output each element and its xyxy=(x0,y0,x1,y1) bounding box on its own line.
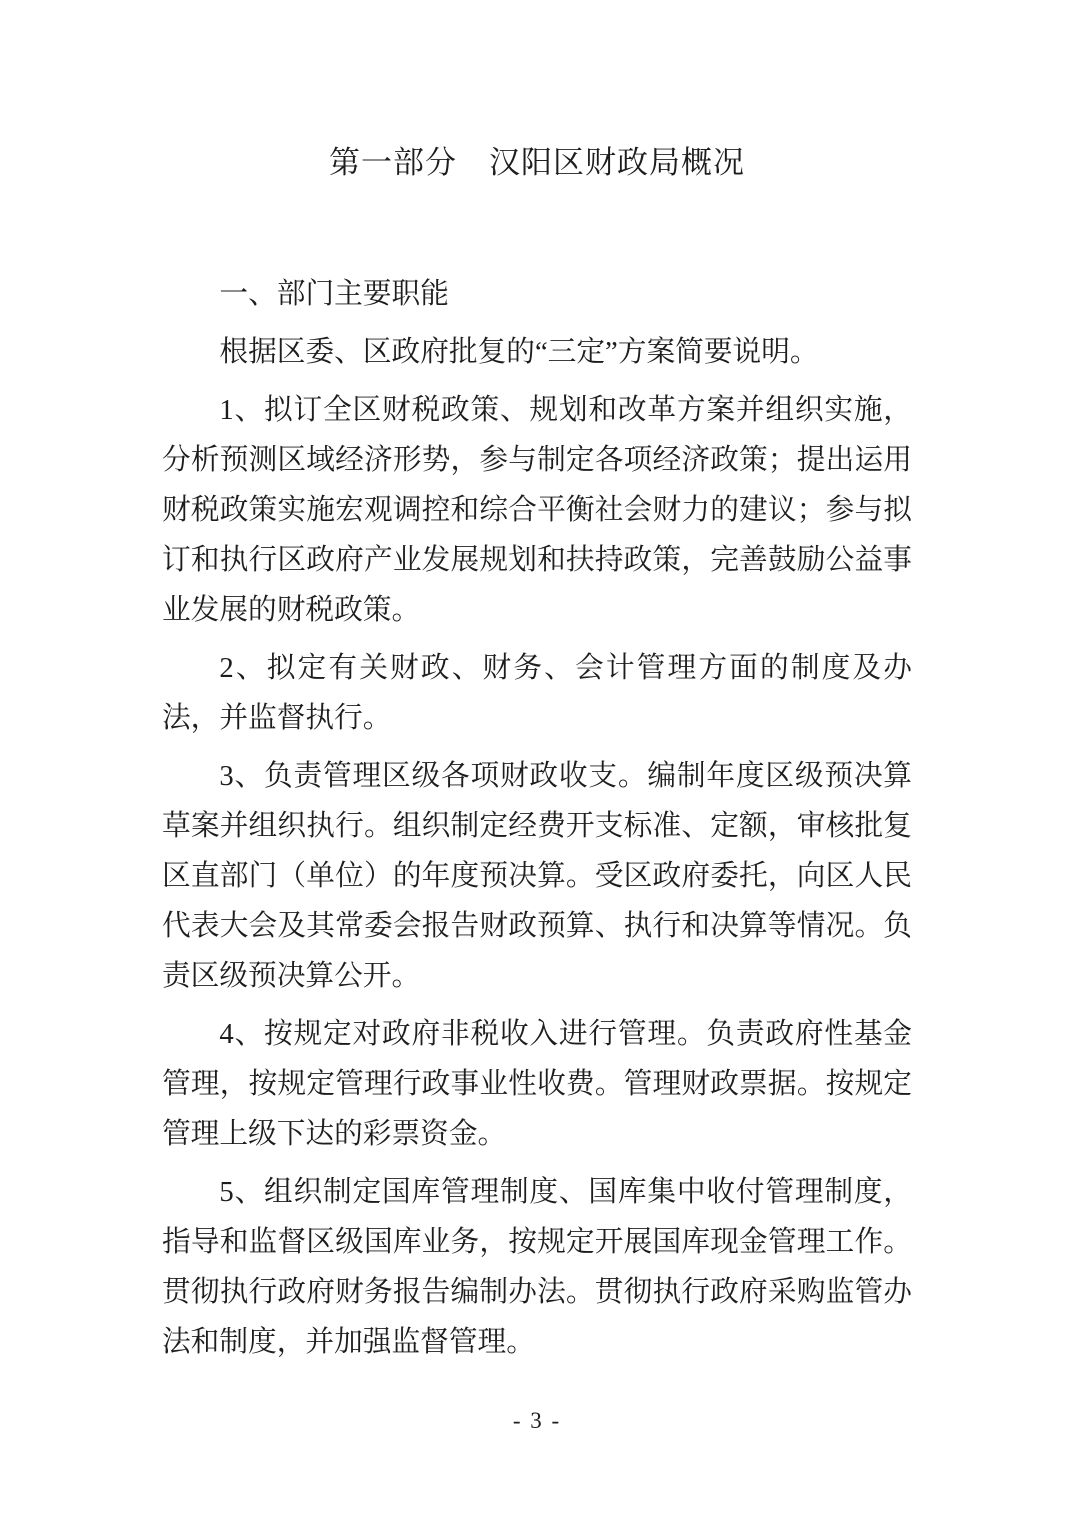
paragraph-item-4: 4、按规定对政府非税收入进行管理。负责政府性基金管理，按规定管理行政事业性收费。管理财政票据。按规定管理上级下达的彩票资金。 xyxy=(162,1018,912,1150)
section-heading: 一、部门主要职能 xyxy=(219,278,449,310)
document-body xyxy=(162,269,912,1367)
paragraph-item-2: 2、拟定有关财政、财务、会计管理方面的制度及办法，并监督执行。 xyxy=(162,652,912,734)
paragraph-item-3: 3、负责管理区级各项财政收支。编制年度区级预决算草案并组织执行。组织制定经费开支标准、定额，审核批复区直部门（单位）的年度预决算。受区政府委托，向区人民代表大会及其常委会报告财政预算、执行和决算等情况。负责区级预决算公开。 xyxy=(162,760,912,992)
document-content xyxy=(162,143,912,1375)
paragraph-item-5: 5、组织制定国库管理制度、国库集中收付管理制度，指导和监督区级国库业务，按规定开展国库现金管理工作。贯彻执行政府财务报告编制办法。贯彻执行政府采购监管办法和制度，并加强监督管理。 xyxy=(162,1176,912,1358)
paragraph-item-1: 1、拟订全区财税政策、规划和改革方案并组织实施，分析预测区域经济形势，参与制定各项经济政策；提出运用财税政策实施宏观调控和综合平衡社会财力的建议；参与拟订和执行区政府产业发展规划和扶持政策，完善鼓励公益事业发展的财税政策。 xyxy=(162,394,912,626)
page-number: - 3 - xyxy=(512,1408,562,1433)
page-title: 第一部分 汉阳区财政局概况 xyxy=(329,145,745,180)
paragraph-intro: 根据区委、区政府批复的“三定”方案简要说明。 xyxy=(219,336,819,368)
